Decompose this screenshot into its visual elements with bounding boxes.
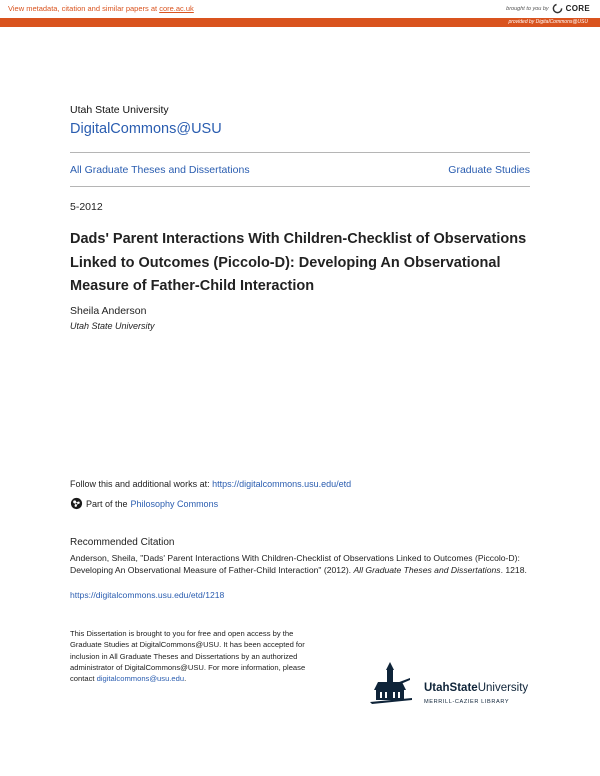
core-link-prefix: View metadata, citation and similar papers at <box>8 4 160 13</box>
philosophy-commons-link[interactable]: Philosophy Commons <box>130 498 219 509</box>
department-link[interactable]: Graduate Studies <box>448 164 530 176</box>
citation-text <box>70 552 530 577</box>
collection-link[interactable]: All Graduate Theses and Dissertations <box>70 164 250 176</box>
core-logo-icon <box>552 3 563 14</box>
core-metadata-link[interactable] <box>8 4 194 13</box>
notice-end: . <box>184 674 187 684</box>
svg-text:UtahStateUniversity <box>424 682 528 694</box>
notice-text: This Dissertation is brought to you for free and open access by the Graduate Studies at DigitalCommons@USU. It has been accepted for inclusion in All Graduate Theses and Dissertations by an authorized administrator of DigitalCommons@USU. For more information, please contact <box>70 629 306 684</box>
access-notice <box>70 628 310 684</box>
provided-by-text: provided by DigitalCommons@USU <box>508 19 588 25</box>
logo-library-name: MERRILL-CAZIER LIBRARY <box>424 699 510 705</box>
core-link-host: core.ac.uk <box>159 4 194 13</box>
follow-line <box>70 479 351 489</box>
follow-prefix: Follow this and additional works at: <box>70 479 213 489</box>
logo-university: University <box>477 682 529 694</box>
divider-top <box>70 152 530 153</box>
brought-by-text: brought to you by <box>506 5 549 12</box>
network-icon <box>70 497 83 510</box>
paper-title: Dads' Parent Interactions With Children-Checklist of Observations Linked to Outcomes (Piccolo-D): Developing An Observational Measure of Father-Child Interaction <box>70 231 527 294</box>
publication-date: 5-2012 <box>70 201 103 213</box>
part-of-prefix: Part of the <box>86 498 128 509</box>
contact-email-link[interactable]: digitalcommons@usu.edu <box>96 674 185 684</box>
citation-number: . 1218. <box>500 565 527 576</box>
citation-heading: Recommended Citation <box>70 537 175 548</box>
citation-url-link[interactable]: https://digitalcommons.usu.edu/etd/1218 <box>70 590 225 600</box>
institution-name: Utah State University <box>70 104 169 116</box>
citation-body: Anderson, Sheila, "Dads' Parent Interactions With Children-Checklist of Observations Linked to Outcomes (Piccolo-D): Developing An Observational Measure of Father-Child Interaction" (2012). <box>70 553 520 576</box>
old-main-tower-icon <box>370 662 412 704</box>
author-affiliation: Utah State University <box>70 321 155 331</box>
core-wordmark: CORE <box>565 4 590 13</box>
core-brand[interactable] <box>506 3 590 14</box>
repository-link[interactable]: DigitalCommons@USU <box>70 121 222 137</box>
logo-utah-state: UtahState <box>424 682 478 694</box>
author-name: Sheila Anderson <box>70 305 147 317</box>
part-of-line <box>70 497 218 510</box>
follow-url-link[interactable]: https://digitalcommons.usu.edu/etd <box>212 479 352 489</box>
provided-by-bar <box>0 18 600 27</box>
usu-library-logo <box>370 660 535 706</box>
citation-series: All Graduate Theses and Dissertations <box>353 565 501 576</box>
divider-bottom <box>70 186 530 187</box>
